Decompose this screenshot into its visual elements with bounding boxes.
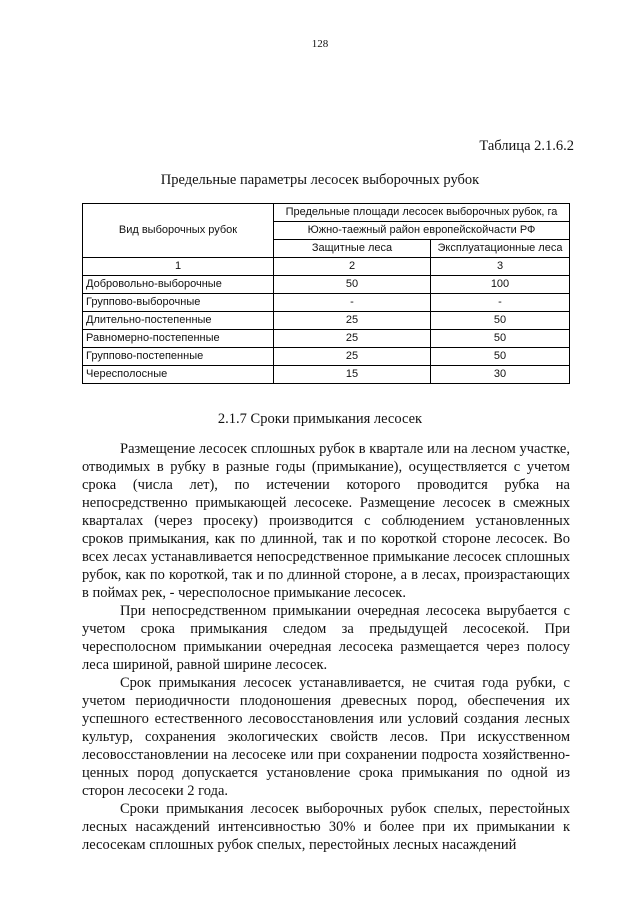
paragraph: Срок примыкания лесосек устанавливается, не считая года рубки, с учетом периодичности плодоношения древесных пород, обеспечения их успешного естественного лесовосстановления или условий создания лесных культур, сохранения экологических свойств лесов. При искусственном лесовосстановлении на лесосеке или при сохранении подроста хозяйственно-ценных пород допускается установление срока примыкания по одной из сторон лесосеки 2 года. <box>82 675 570 799</box>
header-exploitation: Эксплуатационные леса <box>431 240 570 258</box>
section-heading: 2.1.7 Сроки примыкания лесосек <box>217 411 423 427</box>
header-protective: Защитные леса <box>274 240 431 258</box>
row-name: Группово-выборочные <box>83 294 274 312</box>
table-row <box>83 348 570 366</box>
column-number: 3 <box>431 258 570 276</box>
row-exploitation-value: 50 <box>431 330 570 348</box>
page-number: 128 <box>311 38 329 50</box>
parameters-table <box>82 203 570 384</box>
table-row <box>83 276 570 294</box>
row-exploitation-value: 50 <box>431 348 570 366</box>
header-region: Южно-таежный район европейскойчасти РФ <box>274 222 570 240</box>
row-protective-value: 25 <box>274 348 431 366</box>
header-cut-type: Вид выборочных рубок <box>83 204 274 258</box>
row-name: Добровольно-выборочные <box>83 276 274 294</box>
row-exploitation-value: 30 <box>431 366 570 384</box>
row-protective-value: 25 <box>274 312 431 330</box>
row-exploitation-value: 50 <box>431 312 570 330</box>
row-name: Чересполосные <box>83 366 274 384</box>
header-area: Предельные площади лесосек выборочных рубок, га <box>274 204 570 222</box>
table-row <box>83 330 570 348</box>
table-title: Предельные параметры лесосек выборочных рубок <box>160 172 480 188</box>
row-exploitation-value: - <box>431 294 570 312</box>
row-name: Длительно-постепенные <box>83 312 274 330</box>
body-text <box>82 440 570 854</box>
table-row <box>83 312 570 330</box>
table-row <box>83 366 570 384</box>
column-number: 2 <box>274 258 431 276</box>
row-exploitation-value: 100 <box>431 276 570 294</box>
row-protective-value: 50 <box>274 276 431 294</box>
paragraph: Сроки примыкания лесосек выборочных рубок спелых, перестойных лесных насаждений интенсивностью 30% и более при их примыкании к лесосекам сплошных рубок спелых, перестойных лесных насаждений <box>82 801 570 853</box>
row-protective-value: 25 <box>274 330 431 348</box>
column-number: 1 <box>83 258 274 276</box>
row-name: Равномерно-постепенные <box>83 330 274 348</box>
column-number-row <box>83 258 570 276</box>
table-row <box>83 294 570 312</box>
row-protective-value: - <box>274 294 431 312</box>
row-name: Группово-постепенные <box>83 348 274 366</box>
paragraph: При непосредственном примыкании очередная лесосека вырубается с учетом срока примыкания следом за предыдущей лесосекой. При чересполосном примыкании очередная лесосека размещается через полосу леса шириной, равной ширине лесосек. <box>82 603 570 673</box>
row-protective-value: 15 <box>274 366 431 384</box>
table-label: Таблица 2.1.6.2 <box>479 138 574 154</box>
paragraph: Размещение лесосек сплошных рубок в квартале или на лесном участке, отводимых в рубку в разные годы (примыкание), осуществляется с учетом срока (числа лет), по истечении которого проводится рубка на непосредственно примыкающей лесосеке. Размещение лесосек в смежных кварталах (через просеку) производится с соблюдением установленных сроков примыкания, как по длинной, так и по короткой стороне лесосек. Во всех лесах устанавливается непосредственное примыкание лесосек сплошных рубок, как по короткой, так и по длинной стороне, а в лесах, произрастающих в поймах рек, - чересполосное примыкание лесосек. <box>82 441 570 601</box>
